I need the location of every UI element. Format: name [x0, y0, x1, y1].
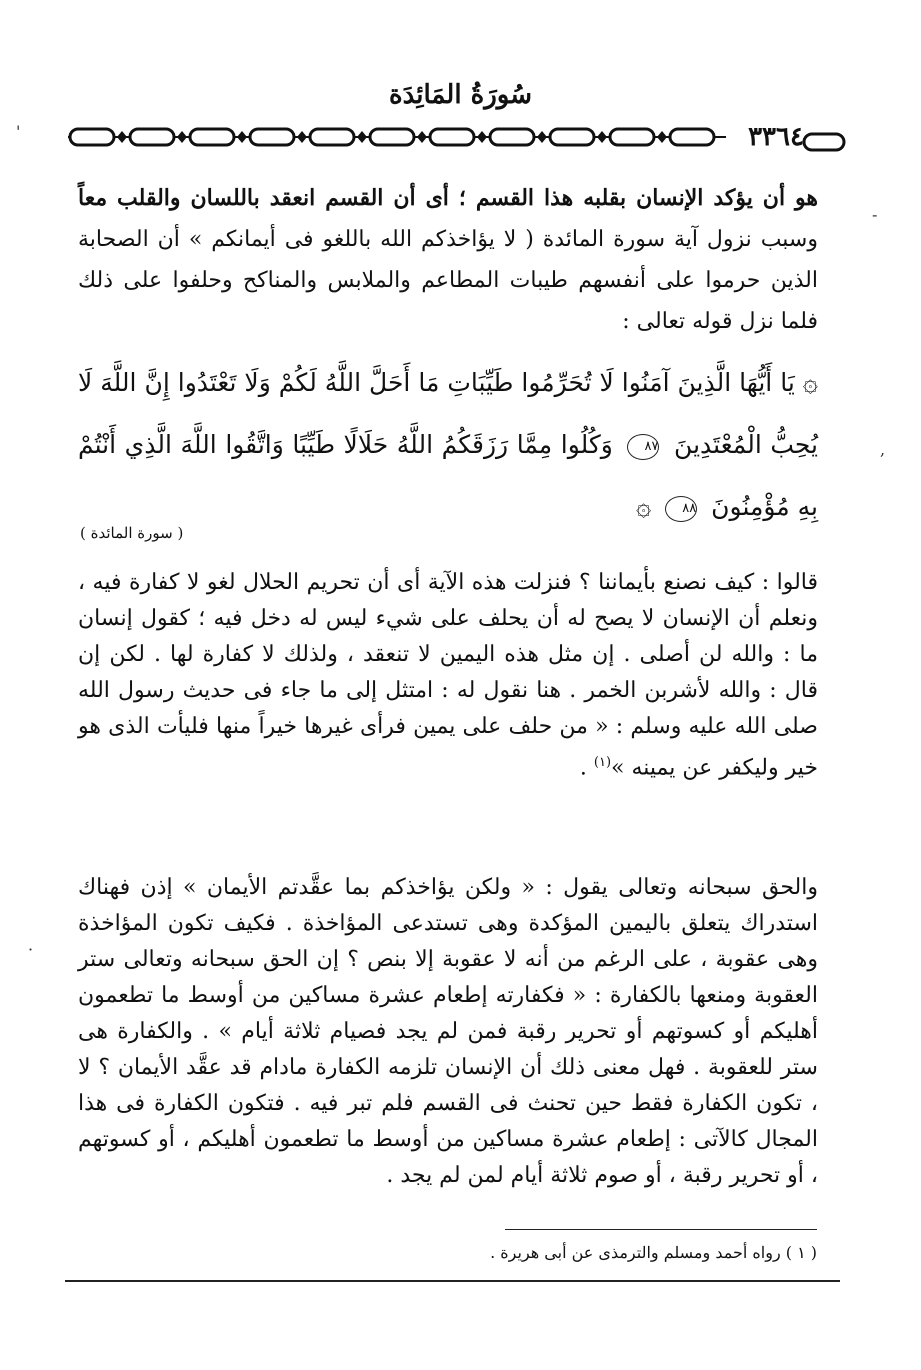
- footnote-divider: [505, 1229, 817, 1230]
- hadith-paragraph: [78, 565, 818, 786]
- page-bottom-rule: [65, 1280, 840, 1282]
- verse-source: ( سورة المائدة ): [80, 524, 184, 542]
- hadith-paragraph-end: .: [579, 755, 594, 781]
- chain-ornament-border: [66, 124, 730, 150]
- hadith-paragraph-text: قالوا : كيف نصنع بأيماننا ؟ فنزلت هذه الآية أى أن تحريم الحلال لغو لا كفارة فيه ، ونعلم أن الإنسان لا يصح له أن يحلف على شيء ليس له دخل فيه ؛ كقول إنسان ما : والله لن أصلى . إن مثل هذه اليمين لا تنعقد ، ولذلك لا كفارة لها . لكن إن قال : والله لأشربن الخمر . هنا نقول له : امتثل إلى ما جاء فى حديث رسول الله صلى الله عليه وسلم : « من حلف على يمين فرأى غيرها خيراً منها فليأت الذى هو خير وليكفر عن يمينه »: [78, 570, 818, 781]
- margin-tick-mark: ·: [28, 940, 34, 959]
- opening-sentence: هو أن يؤكد الإنسان بقلبه هذا القسم ؛ أى أن القسم انعقد باللسان والقلب معاً: [78, 185, 818, 211]
- verse-close-ornament-icon: ۞: [636, 492, 652, 522]
- margin-tick-mark: ': [16, 122, 21, 141]
- quran-verse: [78, 352, 818, 538]
- expiation-paragraph: والحق سبحانه وتعالى يقول : « ولكن يؤاخذكم بما عقَّدتم الأيمان » إذن فهناك استدراك يتعلق باليمين المؤكدة وهى تستدعى المؤاخذة . فكيف تكون المؤاخذة وهى عقوبة ، على الرغم من أنه لا عقوبة إلا بنص ؟ إن الحق سبحانه وتعالى ستر العقوبة ومنعها بالكفارة : « فكفارته إطعام عشرة مساكين من أوسط ما تطعمون أهليكم أو كسوتهم أو تحرير رقبة فمن لم يجد فصيام ثلاثة أيام » . والكفارة هى ستر للعقوبة . فهل معنى ذلك أن الإنسان تلزمه الكفارة مادام قد عقَّد الأيمان ؟ لا ، تكون الكفارة فقط حين تحنث فى القسم فلم تبر فيه . فتكون الكفارة فى هذا المجال كالآتى : إطعام عشرة مساكين من أوسط ما تطعمون أهليكم ، أو كسوتهم ، أو تحرير رقبة ، أو صوم ثلاثة أيام لمن لم يجد .: [78, 875, 818, 1188]
- footnote: ( ١ ) رواه أحمد ومسلم والترمذى عن أبى هريرة .: [490, 1243, 817, 1262]
- footnote-reference: (١): [593, 755, 612, 770]
- verse-open-ornament-icon: ۞: [802, 368, 818, 398]
- chain-link-end-ornament: [800, 130, 850, 154]
- ayah-number-87: ٨٧: [627, 434, 659, 460]
- opening-paragraph: [78, 178, 818, 342]
- verse-text-88: وَكُلُوا مِمَّا رَزَقَكُمُ اللَّهُ حَلَالًا طَيِّبًا وَاتَّقُوا اللَّهَ الَّذِي أَنْتُمْ بِهِ مُؤْمِنُونَ: [78, 430, 818, 521]
- margin-tick-mark: ,: [880, 440, 886, 459]
- page-number: ٣٣٦٤: [748, 122, 804, 152]
- verse-text-87: يَا أَيُّهَا الَّذِينَ آمَنُوا لَا تُحَرِّمُوا طَيِّبَاتِ مَا أَحَلَّ اللَّهُ لَكُمْ وَلَا تَعْتَدُوا إِنَّ اللَّهَ لَا يُحِبُّ الْمُعْتَدِينَ: [78, 368, 819, 459]
- margin-tick-mark: -: [872, 205, 878, 224]
- ayah-number-88: ٨٨: [665, 496, 697, 522]
- sura-title: سُورَةُ المَائِدَة: [388, 80, 533, 110]
- revelation-cause-text: وسبب نزول آية سورة المائدة ( لا يؤاخذكم الله باللغو فى أيمانكم » أن الصحابة الذين حرموا على أنفسهم طيبات المطاعم والملابس والمناكح وحلفوا على ذلك فلما نزل قوله تعالى :: [78, 227, 818, 334]
